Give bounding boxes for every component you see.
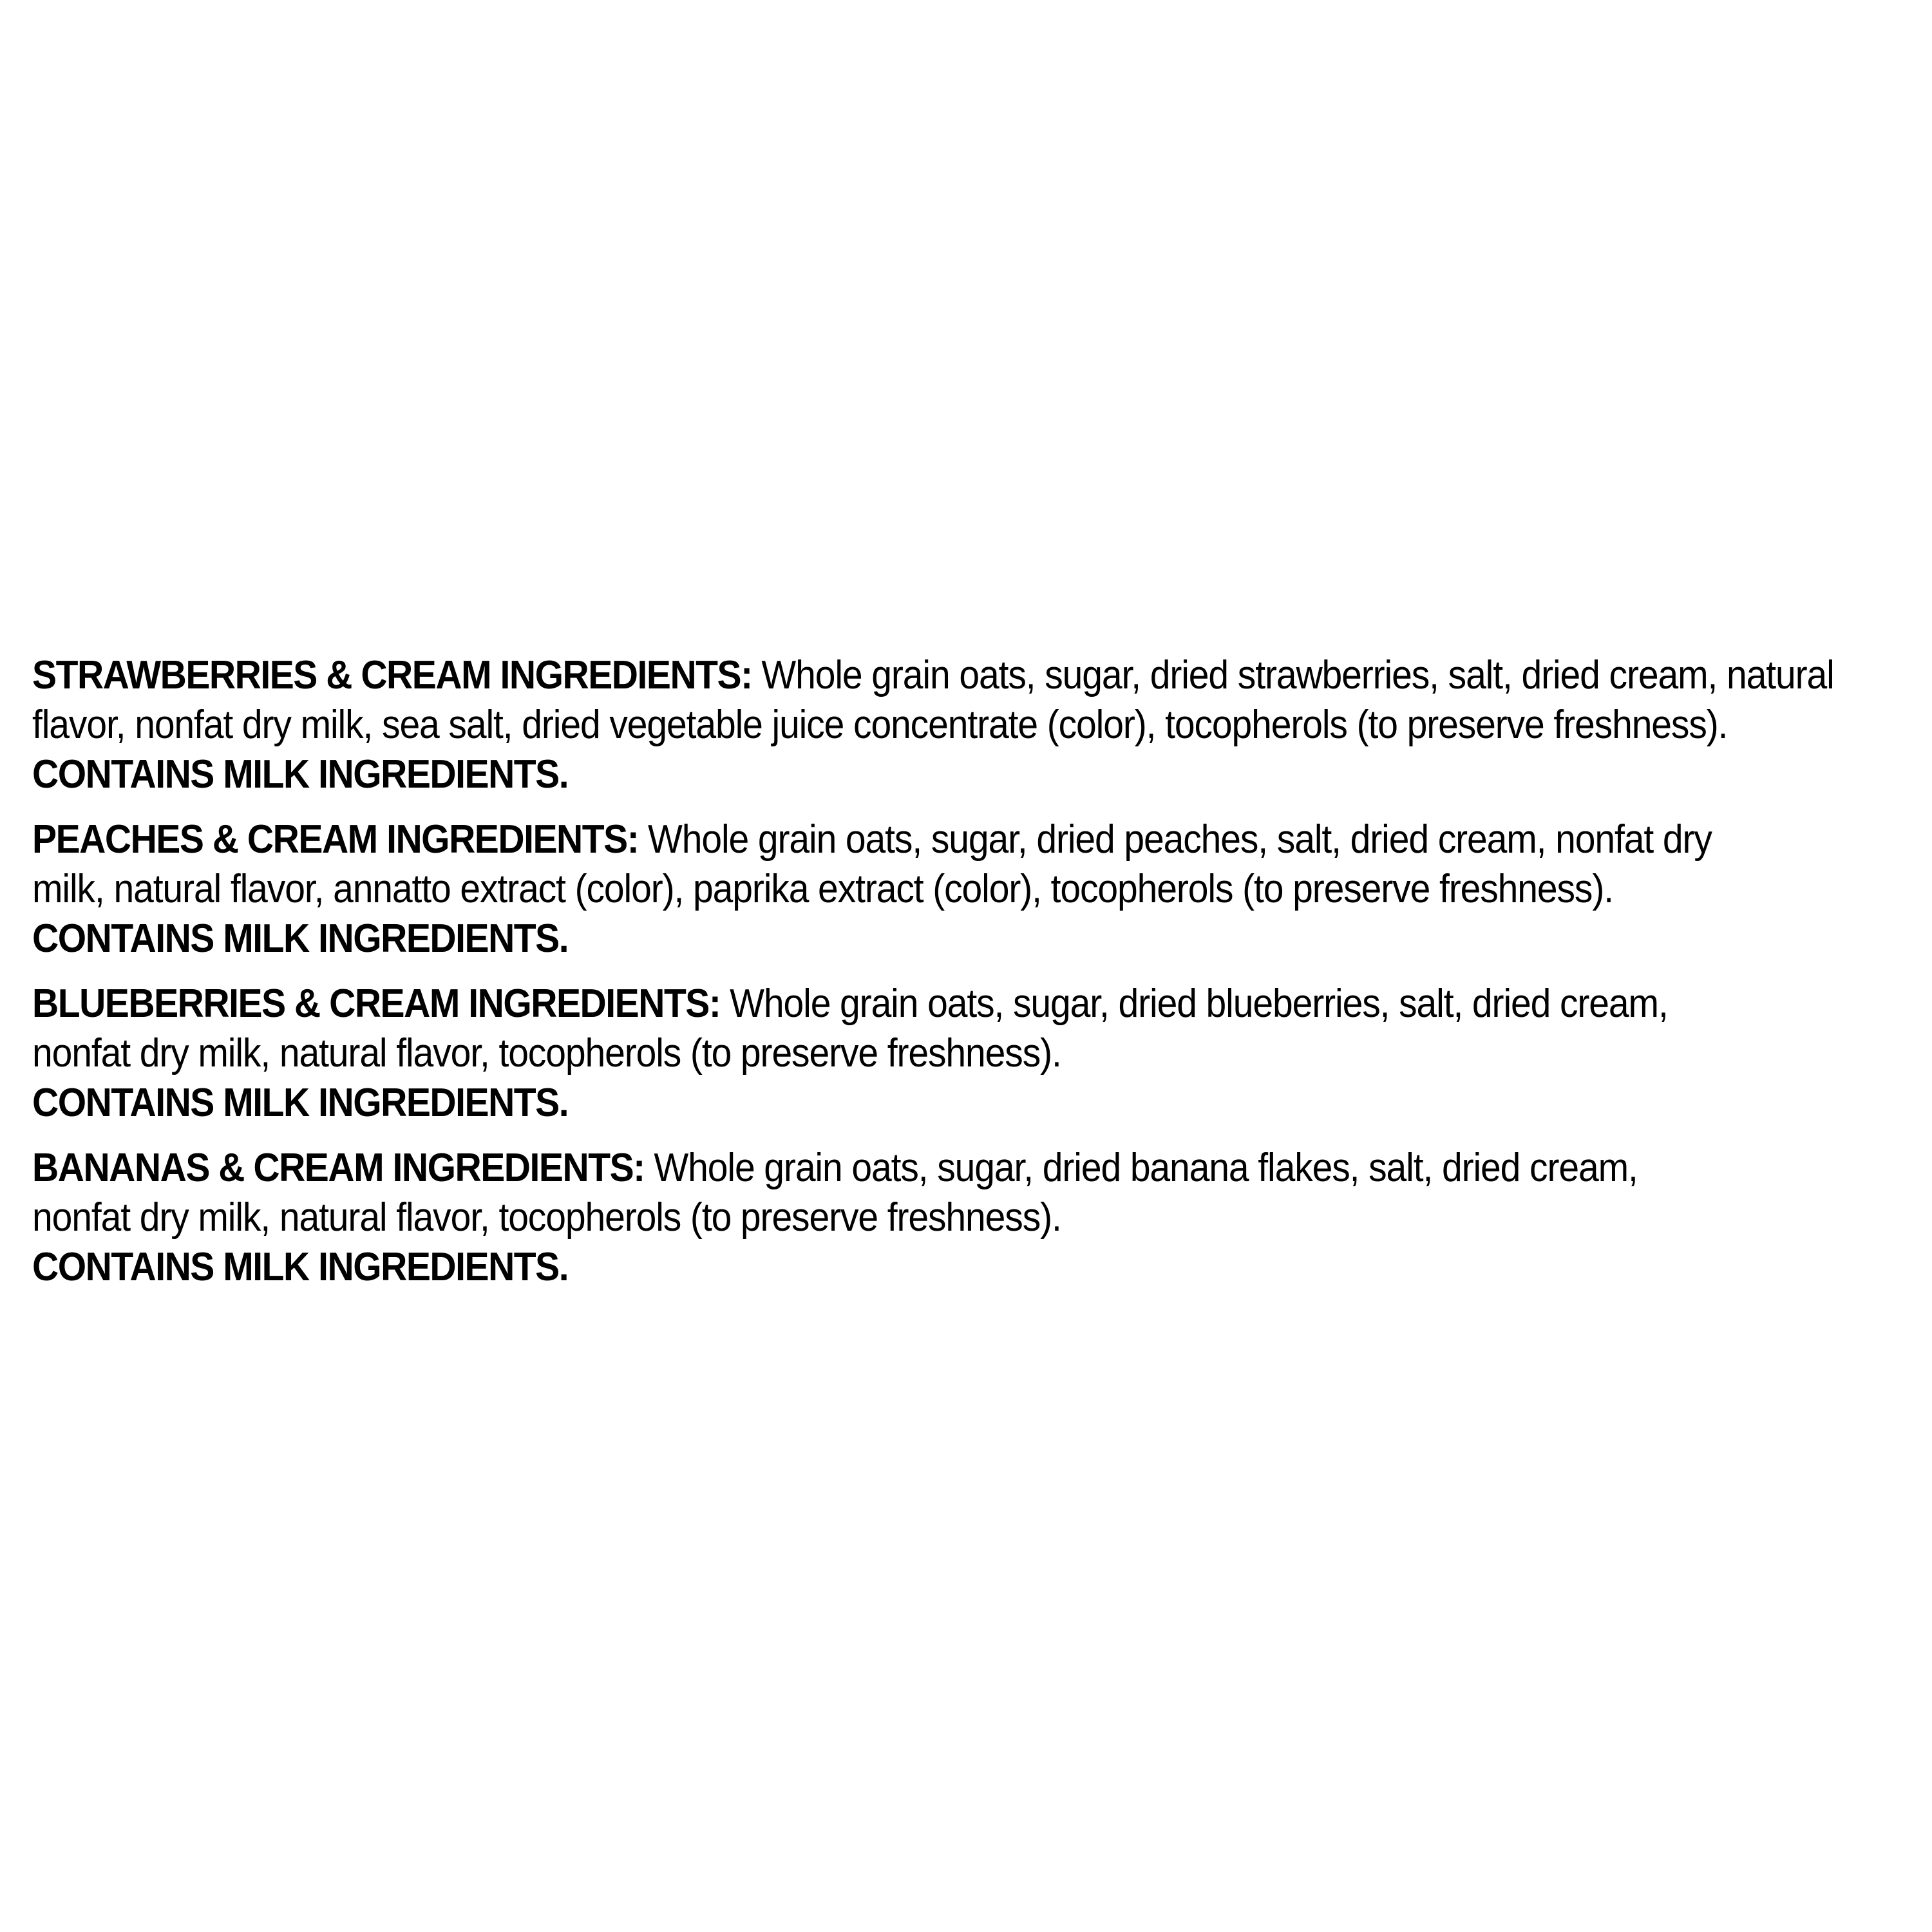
strawberries-cream-line-1 xyxy=(32,650,1834,700)
strawberries-cream-allergen-statement: CONTAINS MILK INGREDIENTS. xyxy=(32,752,569,797)
strawberries-cream-heading: STRAWBERRIES & CREAM INGREDIENTS: xyxy=(32,653,752,697)
blueberries-cream-ingredients-part-2: nonfat dry milk, natural flavor, tocopherols (to preserve freshness). xyxy=(32,1031,1061,1075)
blueberries-cream-heading: BLUEBERRIES & CREAM INGREDIENTS: xyxy=(32,981,721,1026)
strawberries-cream-ingredients-part-2: flavor, nonfat dry milk, sea salt, dried vegetable juice concentrate (color), tocopherols (to preserve freshness). xyxy=(32,703,1728,747)
bananas-cream-line-1 xyxy=(32,1143,1762,1193)
peaches-cream-heading: PEACHES & CREAM INGREDIENTS: xyxy=(32,817,639,862)
blueberries-cream-line-1 xyxy=(32,979,1762,1028)
blueberries-cream-allergen-statement: CONTAINS MILK INGREDIENTS. xyxy=(32,1081,569,1125)
ingredients-label xyxy=(32,650,1913,1307)
peaches-cream-section xyxy=(32,815,1913,963)
blueberries-cream-section xyxy=(32,979,1913,1128)
bananas-cream-ingredients-part-2: nonfat dry milk, natural flavor, tocopherols (to preserve freshness). xyxy=(32,1195,1061,1240)
bananas-cream-heading: BANANAS & CREAM INGREDIENTS: xyxy=(32,1146,645,1190)
blueberries-cream-ingredients-part-1: Whole grain oats, sugar, dried blueberries, salt, dried cream, xyxy=(720,981,1668,1026)
peaches-cream-ingredients-part-2: milk, natural flavor, annatto extract (color), paprika extract (color), tocopherols (to preserve freshness). xyxy=(32,867,1613,911)
bananas-cream-allergen-statement: CONTAINS MILK INGREDIENTS. xyxy=(32,1245,569,1289)
bananas-cream-ingredients-part-1: Whole grain oats, sugar, dried banana flakes, salt, dried cream, xyxy=(644,1146,1638,1190)
peaches-cream-ingredients-part-1: Whole grain oats, sugar, dried peaches, salt, dried cream, nonfat dry xyxy=(638,817,1712,862)
bananas-cream-section xyxy=(32,1143,1913,1292)
peaches-cream-line-1 xyxy=(32,815,1762,864)
strawberries-cream-section xyxy=(32,650,1913,799)
peaches-cream-allergen-statement: CONTAINS MILK INGREDIENTS. xyxy=(32,916,569,961)
strawberries-cream-ingredients-part-1: Whole grain oats, sugar, dried strawberries, salt, dried cream, natural xyxy=(752,653,1834,697)
